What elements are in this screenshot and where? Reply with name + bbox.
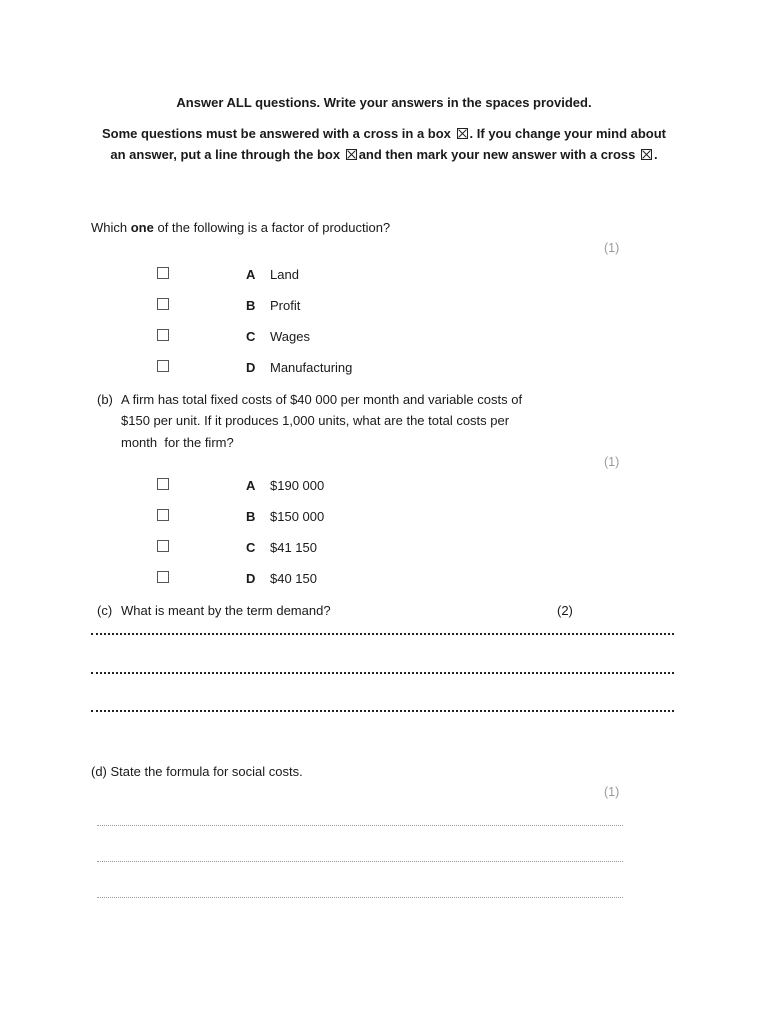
answer-checkbox-a-B[interactable]	[157, 298, 169, 310]
option-text: $150 000	[270, 509, 325, 524]
question-c-label: (c)	[97, 603, 113, 618]
question-emphasis: one	[130, 220, 154, 235]
option-letter: A	[246, 267, 256, 282]
question-b-marks: (1)	[604, 455, 620, 469]
crossed-box-icon	[457, 128, 468, 139]
answer-line-d-3[interactable]	[97, 897, 623, 898]
question-b-line-2: $150 per unit. If it produces 1,000 units, what are the total costs per	[121, 413, 510, 428]
question-b-label: (b)	[97, 392, 113, 407]
instruction-line-3	[0, 144, 768, 165]
option-text: $40 150	[270, 571, 317, 586]
question-a-marks: (1)	[604, 241, 620, 255]
answer-line-c-3[interactable]	[91, 710, 674, 712]
answer-checkbox-a-A[interactable]	[157, 267, 169, 279]
option-text: $41 150	[270, 540, 317, 555]
instruction-text: Some questions must be answered with a cross in a box	[101, 126, 451, 141]
option-letter: C	[246, 540, 256, 555]
question-c-text: What is meant by the term demand?	[121, 603, 331, 618]
question-c-marks: (2)	[557, 603, 573, 618]
answer-line-d-2[interactable]	[97, 861, 623, 862]
question-b-line-1: A firm has total fixed costs of $40 000 per month and variable costs of	[121, 392, 523, 407]
option-letter: D	[246, 360, 256, 375]
option-text: Manufacturing	[270, 360, 353, 375]
instruction-text: an answer, put a line through the box	[110, 147, 341, 162]
answer-line-c-2[interactable]	[91, 672, 674, 674]
question-d-text: (d) State the formula for social costs.	[91, 764, 303, 779]
option-letter: B	[246, 509, 256, 524]
instruction-line-1: Answer ALL questions. Write your answers in the spaces provided.	[176, 95, 592, 110]
question-a-text	[91, 217, 390, 238]
answer-checkbox-b-D[interactable]	[157, 571, 169, 583]
instruction-text: .	[654, 147, 658, 162]
option-text: Wages	[270, 329, 310, 344]
option-letter: A	[246, 478, 256, 493]
instruction-text: . If you change your mind about	[469, 126, 667, 141]
answer-line-d-1[interactable]	[97, 825, 623, 826]
option-letter: D	[246, 571, 256, 586]
question-text: of the following is a factor of production?	[153, 220, 391, 235]
option-letter: C	[246, 329, 256, 344]
answer-checkbox-a-C[interactable]	[157, 329, 169, 341]
instruction-line-2	[0, 123, 768, 144]
question-text: Which	[91, 220, 131, 235]
answer-checkbox-b-A[interactable]	[157, 478, 169, 490]
answer-checkbox-a-D[interactable]	[157, 360, 169, 372]
option-text: Profit	[270, 298, 301, 313]
question-d-marks: (1)	[604, 785, 620, 799]
answer-checkbox-b-B[interactable]	[157, 509, 169, 521]
option-text: Land	[270, 267, 299, 282]
option-letter: B	[246, 298, 256, 313]
option-text: $190 000	[270, 478, 325, 493]
instruction-text: and then mark your new answer with a cross	[358, 147, 636, 162]
question-b-line-3: month for the firm?	[121, 435, 234, 450]
crossed-box-icon	[346, 149, 357, 160]
answer-checkbox-b-C[interactable]	[157, 540, 169, 552]
answer-line-c-1[interactable]	[91, 633, 674, 635]
crossed-box-icon	[641, 149, 652, 160]
